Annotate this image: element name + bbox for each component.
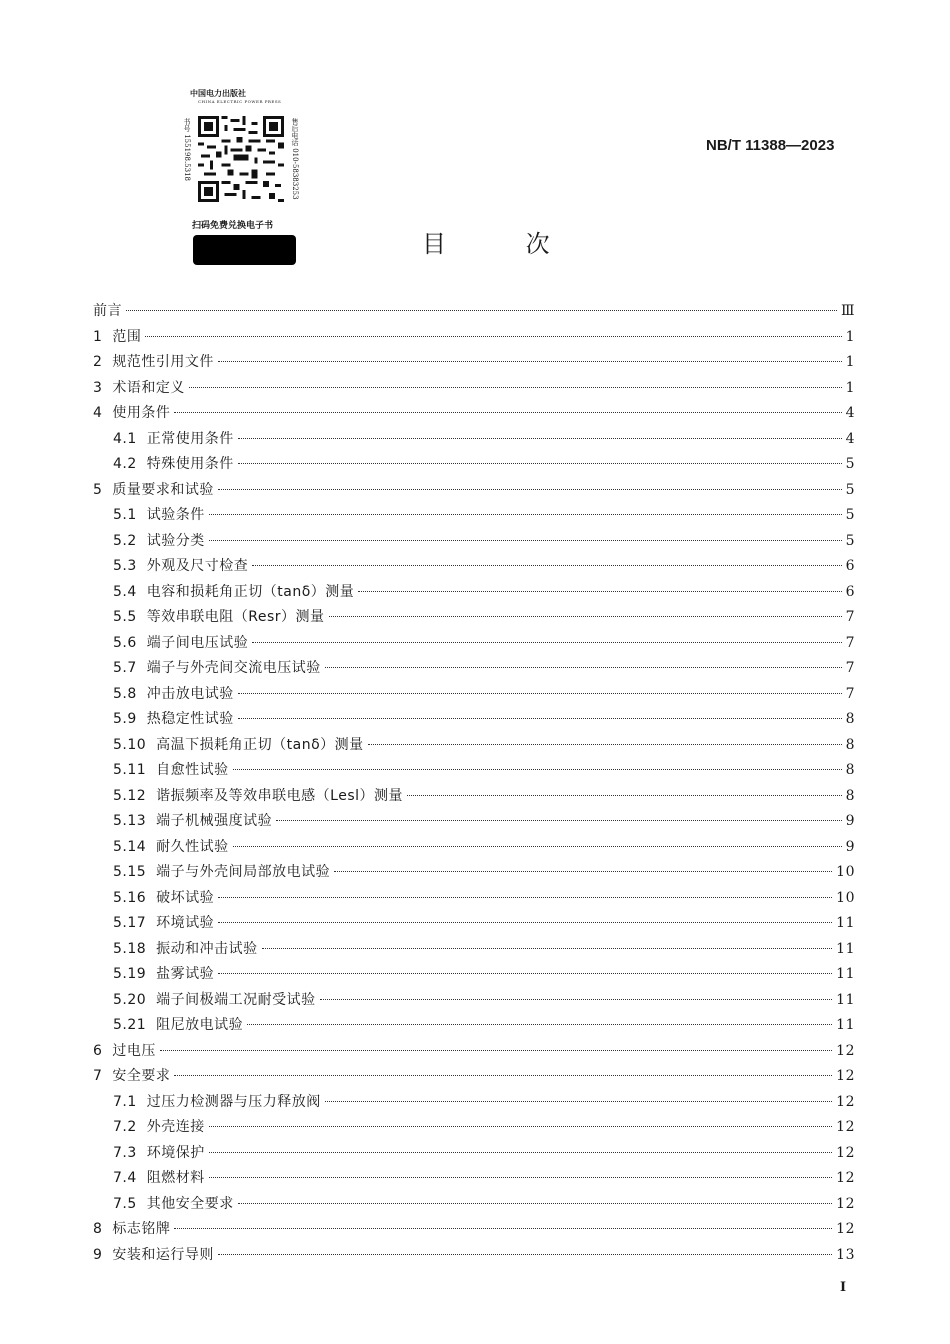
toc-entry-title: 使用条件	[112, 405, 171, 421]
toc-entry[interactable]	[93, 938, 855, 964]
toc-entry-title: 电容和损耗角正切（tanδ）测量	[146, 583, 355, 600]
toc-entry-page: 12	[836, 1195, 855, 1212]
toc-entry-title: 等效串联电阻（Resr）测量	[146, 609, 325, 625]
page-number: I	[840, 1280, 847, 1295]
toc-entry-number: 7.4	[113, 1170, 137, 1186]
toc-entry-number: 6	[93, 1042, 103, 1059]
toc-entry-title: 端子与外壳间交流电压试验	[146, 660, 321, 676]
toc-entry-title: 外观及尺寸检查	[146, 558, 249, 574]
toc-leader-dots	[325, 667, 842, 668]
toc-entry[interactable]	[93, 402, 855, 428]
toc-leader-dots	[233, 769, 842, 770]
toc-entry-title: 质量要求和试验	[112, 481, 214, 498]
toc-leader-dots	[329, 616, 842, 617]
toc-entry-page: 7	[845, 634, 855, 651]
toc-entry-page: 10	[836, 889, 855, 906]
toc-entry[interactable]	[93, 300, 855, 326]
toc-entry[interactable]	[93, 606, 855, 632]
toc-leader-dots	[276, 820, 841, 821]
toc-leader-dots	[238, 718, 842, 719]
toc-leader-dots	[334, 871, 832, 872]
toc-entry-page: 8	[845, 762, 855, 778]
toc-entry-number: 5.14	[113, 838, 147, 855]
toc-leader-dots	[126, 310, 837, 311]
toc-leader-dots	[145, 336, 841, 337]
toc-entry-page: 4	[845, 405, 855, 421]
toc-entry-page: 7	[845, 685, 855, 702]
toc-entry-title: 端子与外壳间局部放电试验	[156, 864, 331, 880]
toc-entry-title: 正常使用条件	[146, 430, 234, 447]
toc-entry[interactable]	[93, 504, 855, 530]
toc-entry-page: 12	[836, 1068, 855, 1084]
toc-entry-page: 5	[845, 456, 855, 472]
toc-entry-title: 阻燃材料	[146, 1170, 205, 1186]
toc-entry-page: 8	[845, 736, 855, 753]
toc-entry-title: 热稳定性试验	[146, 711, 234, 727]
toc-entry-number: 5.18	[113, 940, 147, 957]
toc-entry-page: 6	[845, 583, 855, 600]
toc-entry-page: 1	[845, 354, 855, 370]
toc-leader-dots	[218, 1254, 832, 1255]
toc-leader-dots	[218, 361, 842, 362]
toc-entry-page: 11	[836, 915, 855, 931]
toc-entry-number: 8	[93, 1221, 103, 1237]
toc-entry-title: 环境保护	[146, 1144, 205, 1161]
publisher-name-en: CHINA ELECTRIC POWER PRESS	[198, 99, 282, 104]
redaction-block	[193, 235, 296, 265]
toc-leader-dots	[209, 1177, 832, 1178]
table-of-contents	[93, 300, 855, 1269]
toc-entry-number: 5.6	[113, 634, 137, 651]
toc-entry-title: 试验条件	[146, 507, 205, 523]
toc-entry[interactable]	[93, 479, 855, 505]
toc-entry-title: 端子机械强度试验	[156, 813, 273, 829]
toc-entry-title: 安全要求	[112, 1068, 171, 1084]
toc-entry-title: 其他安全要求	[146, 1195, 234, 1212]
toc-entry[interactable]	[93, 683, 855, 709]
toc-entry-page: 1	[845, 328, 855, 345]
toc-entry[interactable]	[93, 1244, 855, 1270]
toc-entry-page: 12	[836, 1221, 855, 1237]
toc-entry-title: 前言	[93, 303, 122, 319]
toc-entry-number: 5.19	[113, 966, 147, 982]
qr-code-block	[183, 88, 299, 238]
toc-entry-title: 耐久性试验	[156, 838, 229, 855]
toc-entry-title: 过压力检测器与压力释放阀	[146, 1093, 321, 1110]
toc-entry-number: 7.5	[113, 1195, 137, 1212]
toc-leader-dots	[174, 1228, 832, 1229]
toc-entry[interactable]	[93, 326, 855, 352]
toc-leader-dots	[247, 1024, 832, 1025]
toc-entry[interactable]	[93, 810, 855, 836]
toc-entry-page: 1	[845, 379, 855, 396]
toc-entry-number: 5.13	[113, 813, 147, 829]
toc-entry-page: 5	[845, 507, 855, 523]
toc-entry-number: 5.2	[113, 532, 137, 549]
toc-leader-dots	[174, 412, 841, 413]
toc-leader-dots	[174, 1075, 832, 1076]
toc-leader-dots	[262, 948, 833, 949]
service-phone: 售后电话 010-58383253	[291, 118, 299, 200]
toc-entry[interactable]	[93, 1193, 855, 1219]
toc-entry[interactable]	[93, 555, 855, 581]
toc-entry[interactable]	[93, 1091, 855, 1117]
toc-entry-page: 5	[845, 481, 855, 498]
toc-entry-title: 自愈性试验	[156, 762, 229, 778]
toc-leader-dots	[238, 1203, 832, 1204]
toc-entry[interactable]	[93, 581, 855, 607]
toc-entry-number: 5.15	[113, 864, 147, 880]
toc-entry[interactable]	[93, 912, 855, 938]
toc-entry-title: 端子间电压试验	[146, 634, 249, 651]
toc-entry-title: 振动和冲击试验	[156, 940, 258, 957]
toc-entry-number: 3	[93, 379, 103, 396]
toc-entry-number: 7	[93, 1068, 103, 1084]
toc-entry-number: 7.1	[113, 1093, 137, 1110]
toc-entry-title: 环境试验	[156, 915, 215, 931]
toc-entry-number: 5.11	[113, 762, 147, 778]
toc-entry-number: 5.3	[113, 558, 137, 574]
toc-entry[interactable]	[93, 351, 855, 377]
toc-leader-dots	[252, 642, 841, 643]
toc-leader-dots	[209, 514, 842, 515]
toc-leader-dots	[368, 744, 842, 745]
toc-entry-title: 冲击放电试验	[146, 685, 234, 702]
toc-entry[interactable]	[93, 759, 855, 785]
toc-leader-dots	[209, 1126, 832, 1127]
toc-leader-dots	[233, 846, 842, 847]
standard-code: NB/T 11388—2023	[706, 137, 835, 154]
toc-entry[interactable]	[93, 657, 855, 683]
book-number: 书号 155198.5318	[183, 118, 191, 181]
toc-entry-page: 7	[845, 660, 855, 676]
toc-entry-title: 高温下损耗角正切（tanδ）测量	[156, 736, 364, 753]
toc-entry[interactable]	[93, 708, 855, 734]
page-title: 目 次	[422, 230, 586, 258]
toc-entry-number: 5.8	[113, 685, 137, 702]
toc-entry-title: 安装和运行导则	[112, 1246, 214, 1263]
toc-entry[interactable]	[93, 963, 855, 989]
toc-entry[interactable]	[93, 1116, 855, 1142]
toc-leader-dots	[238, 438, 842, 439]
toc-entry-title: 过电压	[112, 1042, 156, 1059]
toc-entry-title: 外壳连接	[146, 1119, 205, 1135]
toc-entry-title: 谐振频率及等效串联电感（Lesl）测量	[156, 787, 404, 804]
toc-entry[interactable]	[93, 734, 855, 760]
toc-leader-dots	[209, 540, 842, 541]
toc-entry-page: 11	[836, 1017, 855, 1033]
toc-entry-number: 5.16	[113, 889, 147, 906]
toc-leader-dots	[189, 387, 842, 388]
toc-entry-page: 8	[845, 787, 855, 804]
toc-leader-dots	[218, 897, 832, 898]
toc-leader-dots	[252, 565, 841, 566]
toc-entry-page: 13	[836, 1246, 855, 1263]
toc-entry-page: 12	[836, 1042, 855, 1059]
toc-entry-number: 5.12	[113, 787, 147, 804]
toc-entry[interactable]	[93, 1065, 855, 1091]
toc-entry-number: 5.4	[113, 583, 137, 600]
toc-entry-number: 1	[93, 328, 103, 345]
toc-entry-title: 盐雾试验	[156, 966, 215, 982]
toc-entry-page: 10	[836, 864, 855, 880]
toc-entry[interactable]	[93, 428, 855, 454]
toc-entry[interactable]	[93, 1014, 855, 1040]
toc-entry-title: 端子间极端工况耐受试验	[156, 991, 316, 1008]
toc-leader-dots	[407, 795, 842, 796]
toc-entry-page: 8	[845, 711, 855, 727]
toc-entry-title: 特殊使用条件	[146, 456, 234, 472]
toc-entry-page: 12	[836, 1093, 855, 1110]
toc-entry[interactable]	[93, 989, 855, 1015]
toc-entry-number: 2	[93, 354, 103, 370]
toc-entry-page: 9	[845, 813, 855, 829]
toc-leader-dots	[218, 922, 832, 923]
toc-entry-page: 6	[845, 558, 855, 574]
toc-entry-number: 5.17	[113, 915, 147, 931]
toc-entry-number: 5.5	[113, 609, 137, 625]
toc-entry-title: 规范性引用文件	[112, 354, 214, 370]
toc-entry-page: 11	[836, 966, 855, 982]
toc-entry-title: 破坏试验	[156, 889, 215, 906]
toc-entry-title: 标志铭牌	[112, 1221, 171, 1237]
toc-entry-number: 5.7	[113, 660, 137, 676]
toc-entry-title: 阻尼放电试验	[156, 1017, 244, 1033]
toc-entry[interactable]	[93, 377, 855, 403]
toc-entry[interactable]	[93, 861, 855, 887]
toc-entry-number: 7.3	[113, 1144, 137, 1161]
toc-entry[interactable]	[93, 1040, 855, 1066]
toc-entry-number: 5	[93, 481, 103, 498]
toc-entry[interactable]	[93, 530, 855, 556]
toc-entry-title: 术语和定义	[112, 379, 185, 396]
toc-entry-number: 4.2	[113, 456, 137, 472]
toc-entry-number: 5.1	[113, 507, 137, 523]
toc-entry-number: 4	[93, 405, 103, 421]
toc-leader-dots	[358, 591, 841, 592]
toc-entry-page: 11	[836, 940, 855, 957]
toc-entry-number: 7.2	[113, 1119, 137, 1135]
toc-entry[interactable]	[93, 836, 855, 862]
toc-entry-page: 12	[836, 1119, 855, 1135]
toc-entry-page: 7	[845, 609, 855, 625]
toc-entry-number: 5.21	[113, 1017, 147, 1033]
toc-leader-dots	[209, 1152, 832, 1153]
toc-entry[interactable]	[93, 785, 855, 811]
toc-entry-page: 12	[836, 1170, 855, 1186]
toc-entry[interactable]	[93, 887, 855, 913]
toc-leader-dots	[325, 1101, 832, 1102]
toc-leader-dots	[218, 973, 832, 974]
toc-entry-page: 9	[845, 838, 855, 855]
toc-entry-page: 12	[836, 1144, 855, 1161]
toc-entry-title: 范围	[112, 328, 142, 345]
toc-entry[interactable]	[93, 1142, 855, 1168]
toc-leader-dots	[238, 693, 842, 694]
toc-entry-number: 5.20	[113, 991, 147, 1008]
qr-code-icon[interactable]	[198, 116, 284, 202]
toc-leader-dots	[238, 463, 842, 464]
toc-entry-page: 11	[836, 991, 855, 1008]
toc-entry[interactable]	[93, 632, 855, 658]
qr-caption: 扫码免费兑换电子书	[192, 221, 274, 231]
toc-entry-number: 5.10	[113, 736, 147, 753]
toc-leader-dots	[218, 489, 842, 490]
toc-leader-dots	[320, 999, 833, 1000]
toc-entry-number: 9	[93, 1246, 103, 1263]
toc-entry-page: 5	[845, 532, 855, 549]
toc-entry[interactable]	[93, 1218, 855, 1244]
toc-entry[interactable]	[93, 453, 855, 479]
toc-entry-page: 4	[845, 430, 855, 447]
toc-entry-page: Ⅲ	[840, 303, 855, 319]
toc-leader-dots	[160, 1050, 832, 1051]
toc-entry-number: 5.9	[113, 711, 137, 727]
toc-entry[interactable]	[93, 1167, 855, 1193]
toc-entry-title: 试验分类	[146, 532, 205, 549]
publisher-name: 中国电力出版社	[190, 88, 246, 98]
toc-entry-number: 4.1	[113, 430, 137, 447]
